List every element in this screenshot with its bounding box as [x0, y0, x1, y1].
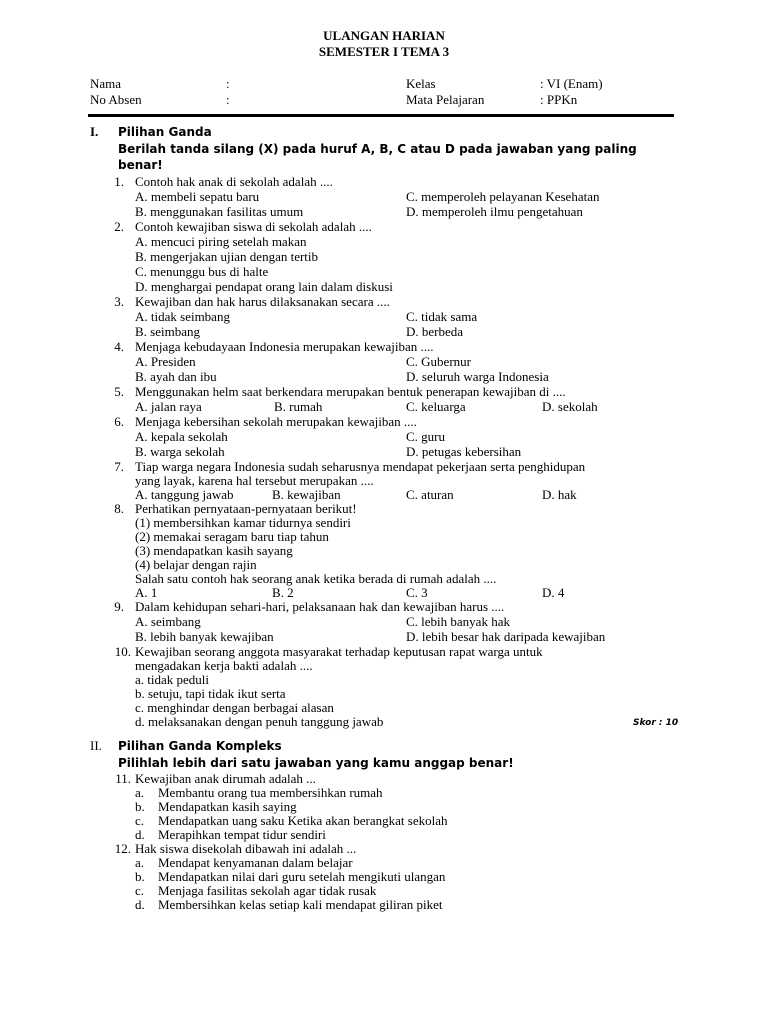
q8-statement-3: (3) mendapatkan kasih sayang — [135, 543, 293, 558]
section2-instruction: Pilihlah lebih dari satu jawaban yang kamu anggap benar! — [118, 756, 514, 770]
q3-option-a: A. tidak seimbang — [135, 309, 230, 324]
q11-letter-b: b. — [135, 799, 145, 814]
q2-option-b: B. mengerjakan ujian dengan tertib — [135, 249, 319, 264]
q12-letter-d: d. — [135, 897, 145, 912]
q4-option-b: B. ayah dan ibu — [135, 369, 217, 384]
q6-option-b: B. warga sekolah — [135, 444, 225, 459]
q5-number: 5. — [114, 384, 124, 399]
q7-number: 7. — [114, 459, 124, 474]
q11-option-a: Membantu orang tua membersihkan rumah — [158, 785, 383, 800]
q8-statement-4: (4) belajar dengan rajin — [135, 557, 257, 572]
nama-label: Nama — [90, 76, 122, 91]
mapel-value: : PPKn — [540, 92, 578, 107]
q7-option-d: D. hak — [542, 487, 577, 502]
q8-statement-1: (1) membersihkan kamar tidurnya sendiri — [135, 515, 351, 530]
q9-option-a: A. seimbang — [135, 614, 201, 629]
q11-text: Kewajiban anak dirumah adalah ... — [135, 771, 316, 786]
q6-number: 6. — [114, 414, 124, 429]
q9-option-c: C. lebih banyak hak — [406, 614, 510, 629]
q11-letter-c: c. — [135, 813, 145, 828]
q10-text-cont: mengadakan kerja bakti adalah .... — [135, 658, 313, 673]
q1-option-b: B. menggunakan fasilitas umum — [135, 204, 304, 219]
exam-subtitle: SEMESTER I TEMA 3 — [318, 44, 450, 59]
q2-option-d: D. menghargai pendapat orang lain dalam diskusi — [135, 279, 393, 294]
q12-option-d: Membersihkan kelas setiap kali mendapat giliran piket — [158, 897, 443, 912]
q1-option-d: D. memperoleh ilmu pengetahuan — [406, 204, 583, 219]
q11-number: 11. — [115, 771, 131, 786]
q10-text: Kewajiban seorang anggota masyarakat terhadap keputusan rapat warga untuk — [135, 644, 543, 659]
q4-number: 4. — [114, 339, 124, 354]
q10-number: 10. — [114, 644, 131, 659]
q1-option-c: C. memperoleh pelayanan Kesehatan — [406, 189, 600, 204]
q12-option-b: Mendapatkan nilai dari guru setelah mengikuti ulangan — [158, 869, 446, 884]
q11-option-d: Merapihkan tempat tidur sendiri — [158, 827, 326, 842]
q3-text: Kewajiban dan hak harus dilaksanakan secara .... — [135, 294, 390, 309]
header-divider — [88, 114, 674, 117]
q11-letter-d: d. — [135, 827, 145, 842]
q8-option-b: B. 2 — [272, 585, 294, 600]
q6-option-d: D. petugas kebersihan — [406, 444, 522, 459]
q3-number: 3. — [114, 294, 124, 309]
q6-option-a: A. kepala sekolah — [135, 429, 228, 444]
q4-option-a: A. Presiden — [135, 354, 196, 369]
q11-letter-a: a. — [135, 785, 145, 800]
q7-option-b: B. kewajiban — [272, 487, 341, 502]
q10-option-b: b. setuju, tapi tidak ikut serta — [135, 686, 286, 701]
kelas-label: Kelas — [406, 76, 436, 91]
q6-option-c: C. guru — [406, 429, 445, 444]
q9-option-d: D. lebih besar hak daripada kewajiban — [406, 629, 606, 644]
q11-option-c: Mendapatkan uang saku Ketika akan berangkat sekolah — [158, 813, 448, 828]
q4-text: Menjaga kebudayaan Indonesia merupakan kewajiban .... — [135, 339, 434, 354]
q8-question: Salah satu contoh hak seorang anak ketika berada di rumah adalah .... — [135, 571, 497, 586]
q3-option-d: D. berbeda — [406, 324, 464, 339]
q12-option-c: Menjaga fasilitas sekolah agar tidak rusak — [158, 883, 377, 898]
q2-number: 2. — [114, 219, 124, 234]
q5-text: Menggunakan helm saat berkendara merupakan bentuk penerapan kewajiban di .... — [135, 384, 566, 399]
absen-colon: : — [226, 92, 230, 107]
q5-option-d: D. sekolah — [542, 399, 598, 414]
q5-option-c: C. keluarga — [406, 399, 466, 414]
q4-option-d: D. seluruh warga Indonesia — [406, 369, 549, 384]
q7-text-cont: yang layak, karena hal tersebut merupakan .... — [135, 473, 374, 488]
q8-option-a: A. 1 — [135, 585, 158, 600]
q6-text: Menjaga kebersihan sekolah merupakan kewajiban .... — [135, 414, 417, 429]
section2-title: Pilihan Ganda Kompleks — [118, 739, 282, 753]
section2-number: II. — [90, 738, 102, 753]
q10-option-a: a. tidak peduli — [135, 672, 210, 687]
q4-option-c: C. Gubernur — [406, 354, 471, 369]
section1-instruction: Berilah tanda silang (X) pada huruf A, B, C atau D pada jawaban yang paling — [118, 142, 637, 156]
q7-option-a: A. tanggung jawab — [135, 487, 234, 502]
kelas-value: : VI (Enam) — [540, 76, 603, 91]
q11-option-b: Mendapatkan kasih saying — [158, 799, 297, 814]
q12-letter-c: c. — [135, 883, 145, 898]
q7-option-c: C. aturan — [406, 487, 454, 502]
q3-option-b: B. seimbang — [135, 324, 200, 339]
q2-option-a: A. mencuci piring setelah makan — [135, 234, 307, 249]
section1-instruction-cont: benar! — [118, 158, 163, 172]
q1-option-a: A. membeli sepatu baru — [135, 189, 260, 204]
q8-option-c: C. 3 — [406, 585, 428, 600]
q12-option-a: Mendapat kenyamanan dalam belajar — [158, 855, 353, 870]
q8-number: 8. — [114, 501, 124, 516]
section1-number: I. — [90, 124, 99, 139]
q8-statement-2: (2) memakai seragam baru tiap tahun — [135, 529, 329, 544]
q2-text: Contoh kewajiban siswa di sekolah adalah .... — [135, 219, 372, 234]
q5-option-a: A. jalan raya — [135, 399, 202, 414]
q12-number: 12. — [114, 841, 131, 856]
absen-label: No Absen — [90, 92, 142, 107]
q1-number: 1. — [114, 174, 124, 189]
q10-option-d: d. melaksanakan dengan penuh tanggung jawab — [135, 714, 384, 729]
q5-option-b: B. rumah — [274, 399, 323, 414]
q10-option-c: c. menghindar dengan berbagai alasan — [135, 700, 334, 715]
q8-text: Perhatikan pernyataan-pernyataan berikut! — [135, 501, 357, 516]
q12-letter-b: b. — [135, 869, 145, 884]
exam-title: ULANGAN HARIAN — [323, 28, 445, 43]
section1-score: Skor : 10 — [633, 718, 679, 728]
q1-text: Contoh hak anak di sekolah adalah .... — [135, 174, 333, 189]
q12-letter-a: a. — [135, 855, 145, 870]
q9-text: Dalam kehidupan sehari-hari, pelaksanaan hak dan kewajiban harus .... — [135, 599, 505, 614]
q3-option-c: C. tidak sama — [406, 309, 478, 324]
q2-option-c: C. menunggu bus di halte — [135, 264, 269, 279]
mapel-label: Mata Pelajaran — [406, 92, 485, 107]
section1-title: Pilihan Ganda — [118, 125, 212, 139]
q7-text: Tiap warga negara Indonesia sudah seharusnya mendapat pekerjaan serta penghidupan — [135, 459, 586, 474]
q9-number: 9. — [114, 599, 124, 614]
nama-colon: : — [226, 76, 230, 91]
q8-option-d: D. 4 — [542, 585, 565, 600]
q9-option-b: B. lebih banyak kewajiban — [135, 629, 274, 644]
q12-text: Hak siswa disekolah dibawah ini adalah ... — [135, 841, 357, 856]
